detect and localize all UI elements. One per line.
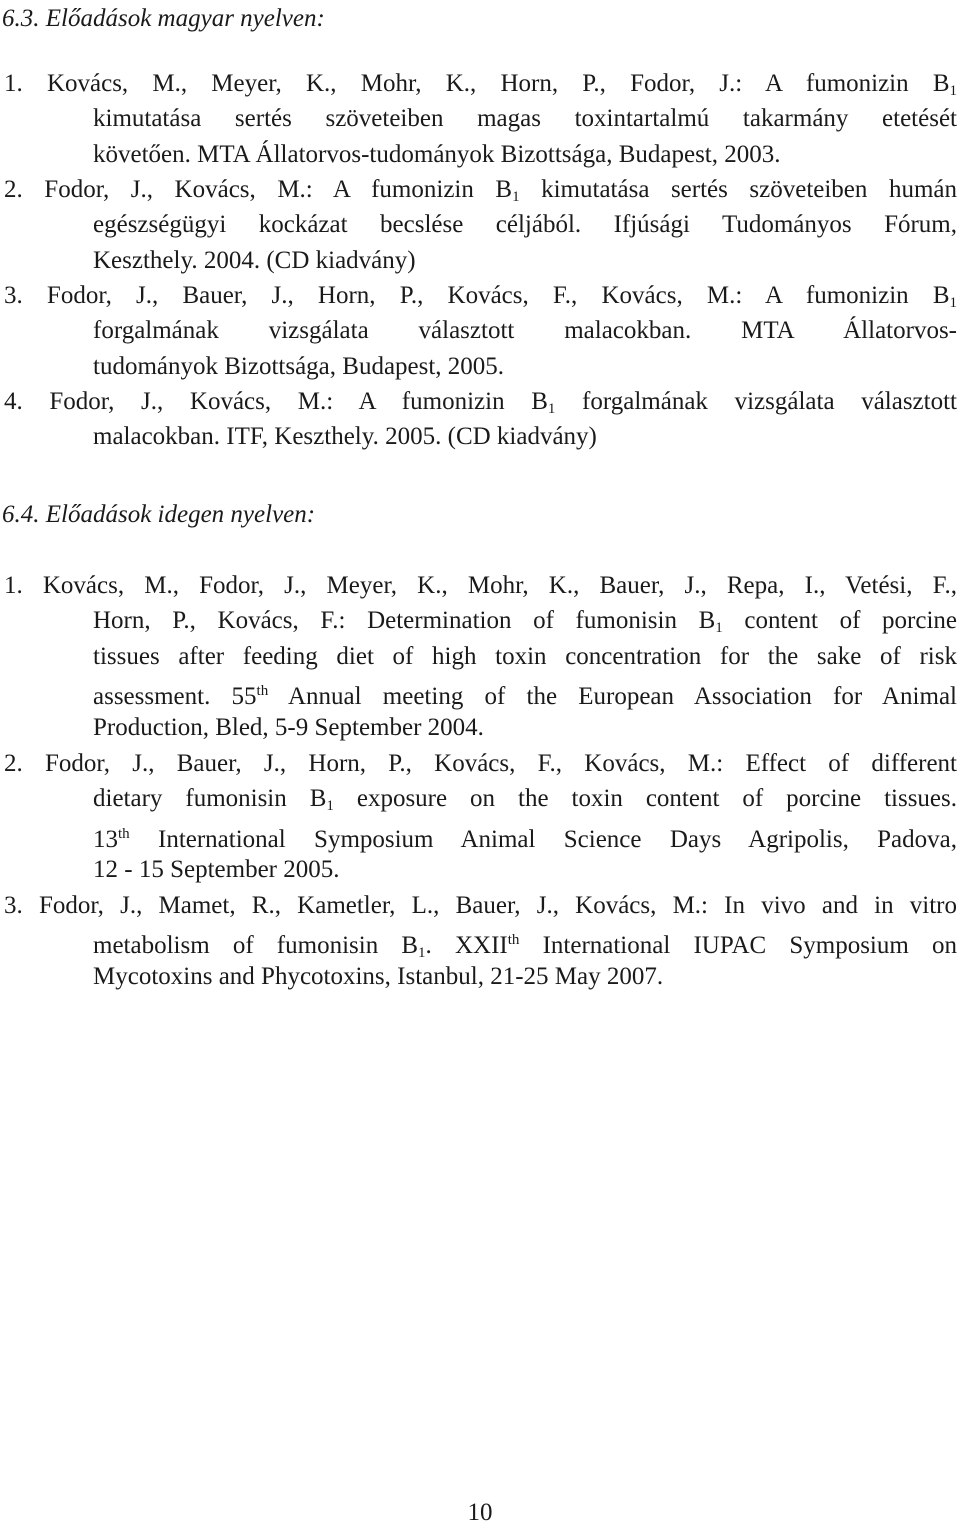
entry-line: Production, Bled, 5-9 September 2004. [93, 713, 484, 741]
entry-line: 2. Fodor, J., Kovács, M.: A fumonizin $B_1$ kimutatása sertés szöveteiben humán [4, 176, 957, 205]
entry-line: dietary fumonisin $B_1$ exposure on the toxin content of porcine tissues. [93, 785, 957, 815]
section-heading-foreign-talks: 6.4. Előadások idegen nyelven: [2, 501, 316, 528]
entry-line: kimutatása sertés szöveteiben magas toxintartalmú takarmány etetését [93, 105, 957, 133]
entry-line: metabolism of fumonisin $B_1$. XXIIth International IUPAC Symposium on [93, 932, 957, 962]
talk-hu-3 [4, 278, 957, 384]
talk-hu-4 [4, 384, 957, 455]
entry-line: tudományok Bizottsága, Budapest, 2005. [93, 352, 505, 380]
entry-line: malacokban. ITF, Keszthely. 2005. (CD kiadvány) [93, 423, 597, 451]
talk-hu-2 [4, 172, 957, 278]
entry-line: 1. Kovács, M., Meyer, K., Mohr, K., Horn, P., Fodor, J.: A fumonizin $B_1$ [4, 70, 957, 99]
entry-line: Keszthely. 2004. (CD kiadvány) [93, 246, 416, 274]
section-heading-hungarian-talks: 6.3. Előadások magyar nyelven: [2, 5, 325, 32]
entry-line: Mycotoxins and Phycotoxins, Istanbul, 21-25 May 2007. [93, 962, 664, 990]
entry-line: 13th International Symposium Animal Science Days Agripolis, Padova, [93, 825, 957, 853]
entry-line: követően. MTA Állatorvos-tudományok Bizottsága, Budapest, 2003. [93, 140, 781, 168]
entry-line: Horn, P., Kovács, F.: Determination of fumonisin $B_1$ content of porcine [93, 607, 957, 637]
entry-line: 2. Fodor, J., Bauer, J., Horn, P., Kovács, F., Kovács, M.: Effect of different [4, 750, 957, 777]
entry-line: forgalmának vizsgálata választott malacokban. MTA Állatorvos- [93, 317, 957, 345]
entry-line: 12 - 15 September 2005. [93, 856, 340, 884]
talk-foreign-1 [4, 568, 957, 745]
talk-hu-1 [4, 66, 957, 172]
page-number: 10 [467, 1499, 493, 1526]
entry-line: 4. Fodor, J., Kovács, M.: A fumonizin $B_1$ forgalmának vizsgálata választott [4, 388, 957, 417]
entry-line: 3. Fodor, J., Bauer, J., Horn, P., Kovács, F., Kovács, M.: A fumonizin $B_1$ [4, 282, 957, 311]
talk-foreign-3 [4, 888, 957, 994]
entry-line: 3. Fodor, J., Mamet, R., Kametler, L., Bauer, J., Kovács, M.: In vivo and in vitro [4, 892, 957, 919]
entry-line: assessment. 55th Annual meeting of the European Association for Animal [93, 683, 957, 711]
entry-line: tissues after feeding diet of high toxin concentration for the sake of risk [93, 642, 957, 670]
entry-line: egészségügyi kockázat becslése céljából. Ifjúsági Tudományos Fórum, [93, 211, 957, 239]
entry-line: 1. Kovács, M., Fodor, J., Meyer, K., Mohr, K., Bauer, J., Repa, I., Vetési, F., [4, 572, 957, 599]
talk-foreign-2 [4, 746, 957, 888]
